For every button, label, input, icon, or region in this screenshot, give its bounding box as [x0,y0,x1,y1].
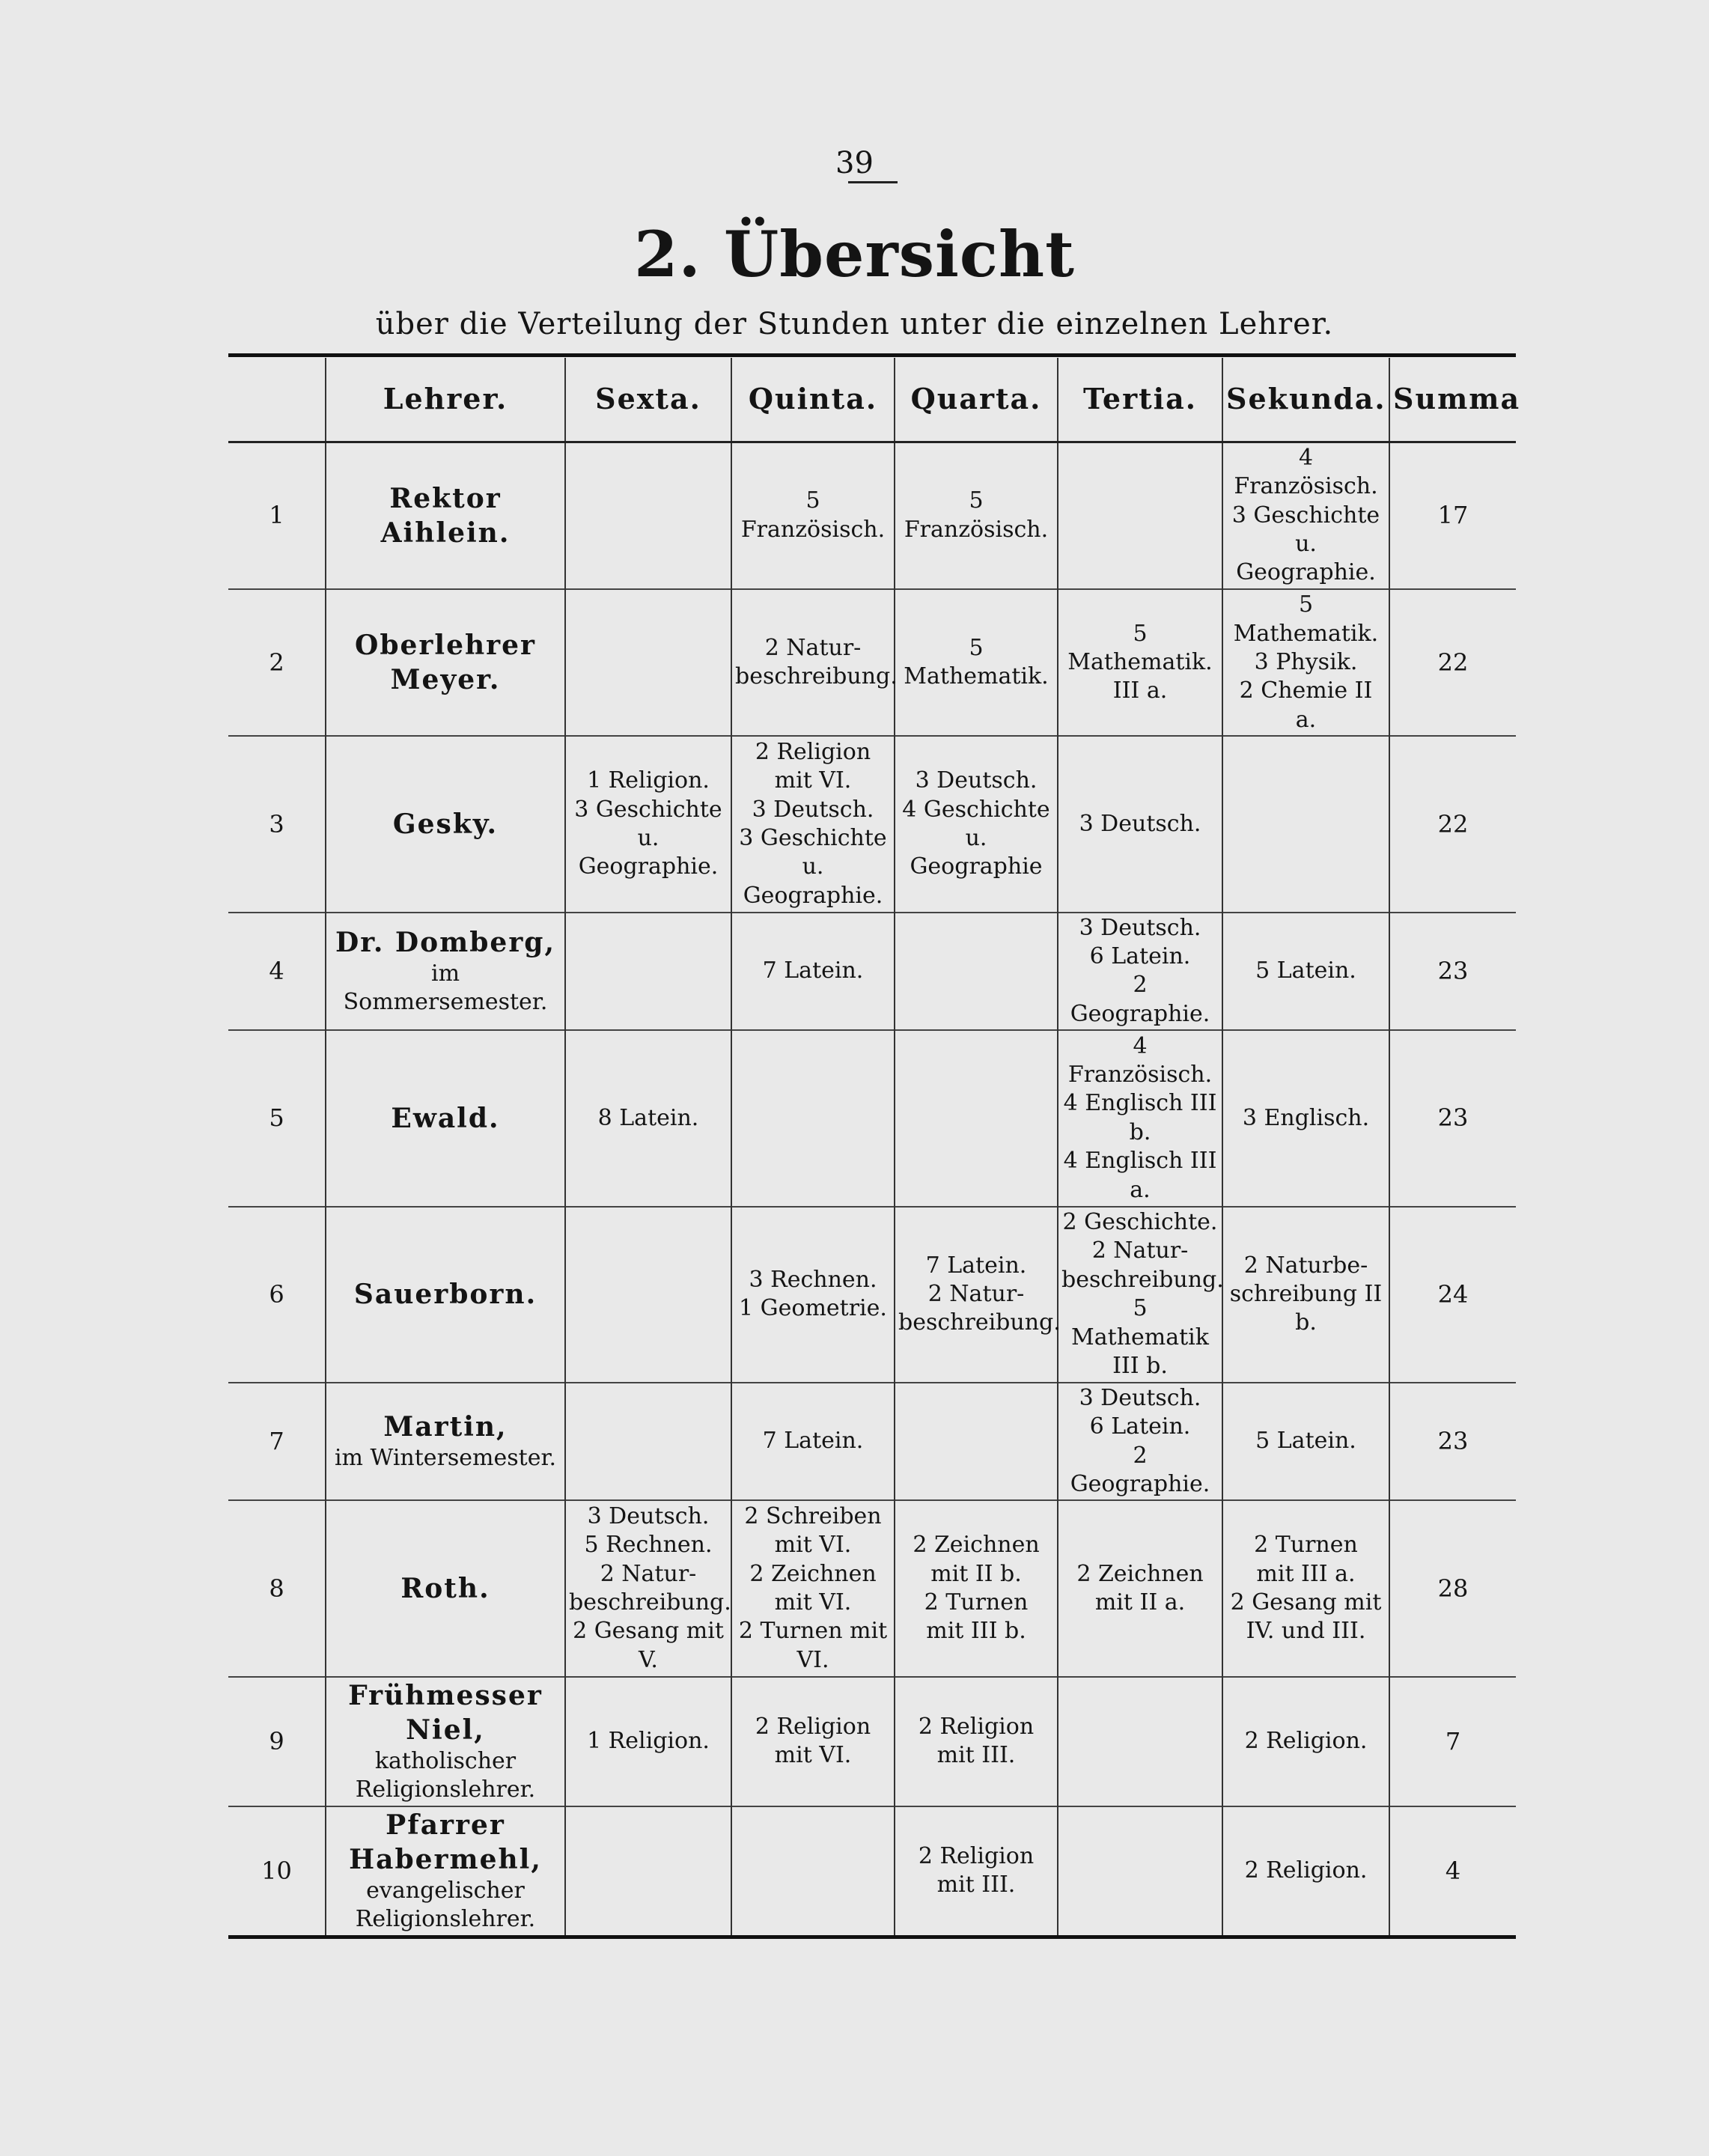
cell-quinta [731,1207,895,1383]
teacher-line: Martin, [383,1411,508,1443]
lesson-line: beschreibung. [569,1589,731,1616]
teacher-line: Aihlein. [380,517,511,549]
lesson-line: 2 Turnen [924,1589,1029,1616]
cell-sekunda [1222,1677,1389,1806]
cell-tertia [1058,1207,1222,1383]
row-number: 6 [269,1279,284,1309]
lesson-line: 5 Mathematik [1071,1295,1209,1350]
teacher-line: evangelischer [366,1878,525,1904]
cell-lehrer [326,442,565,589]
lesson-line: mit VI. [774,1532,852,1559]
lesson-line: 2 Natur- [927,1280,1025,1307]
lesson-line: 5 Französisch. [904,487,1049,543]
table-row [228,1030,1516,1206]
header-quinta: Quinta. [731,358,895,442]
lesson-line: 2 Religion. [1244,1728,1368,1755]
header-sekunda: Sekunda. [1222,358,1389,442]
table-top-rule [228,353,1516,357]
lesson-line: 2 Geographie. [1070,1442,1210,1497]
row-number: 1 [269,501,284,530]
page-number: 39 [835,146,874,180]
lesson-line: 4 Französisch. [1067,1032,1213,1088]
teacher-line: Dr. Domberg, [335,927,556,959]
row-summa: 23 [1389,1383,1516,1501]
lesson-line: 2 Zeichnen [749,1560,877,1587]
lesson-line: 3 Deutsch. [752,796,874,823]
lesson-line: mit II b. [930,1560,1022,1587]
lesson-line: 6 Latein. [1089,943,1191,970]
table-row [228,1677,1516,1806]
cell-sexta [565,736,731,912]
lesson-line: mit III a. [1256,1560,1356,1587]
lesson-line: Geographie. [743,882,883,909]
cell-quarta [895,1500,1058,1676]
lesson-line: 2 Gesang mit V. [573,1618,724,1673]
table-row [228,442,1516,589]
lesson-line: 3 Physik. [1254,648,1358,675]
table-row [228,1500,1516,1676]
cell-quinta [731,1500,895,1676]
row-summa: 28 [1389,1500,1516,1676]
lesson-line: 2 Natur- [764,634,862,661]
lesson-line: 3 Deutsch. [1079,810,1201,837]
lesson-line: 3 Deutsch. [1079,914,1201,941]
row-summa: 17 [1389,442,1516,589]
lesson-line: 2 Religion [918,1713,1035,1740]
cell-quarta [895,1677,1058,1806]
lesson-line: 1 Religion. [587,767,710,794]
cell-sekunda [1222,736,1389,912]
cell-quinta [731,1030,895,1206]
cell-tertia [1058,1806,1222,1935]
lesson-line: mit VI. [774,1742,852,1769]
teacher-line: im Wintersemester. [334,1445,557,1472]
lesson-line: 4 Englisch III b. [1063,1090,1217,1145]
lesson-line: 3 Geschichte u. [574,796,722,852]
lesson-line: 2 Natur- [600,1560,697,1587]
cell-lehrer [326,1677,565,1806]
lesson-line: 5 Französisch. [740,487,886,543]
table-row [228,1383,1516,1501]
teacher-line: Frühmesser [348,1679,543,1711]
row-number: 10 [261,1856,292,1885]
teacher-line: Roth. [400,1573,490,1604]
teacher-line: Rektor [389,482,502,514]
row-number: 7 [269,1427,284,1456]
cell-sexta [565,1806,731,1935]
header-sexta: Sexta. [565,358,731,442]
lesson-line: 4 Geschichte u. [902,796,1050,852]
cell-tertia [1058,913,1222,1031]
row-number: 2 [269,648,284,677]
cell-quinta [731,442,895,589]
row-number: 9 [269,1726,284,1755]
lesson-line: 7 Latein. [762,957,864,984]
cell-quinta [731,913,895,1031]
cell-sekunda [1222,1806,1389,1935]
lesson-line: Geographie. [1236,559,1376,586]
teacher-line: Gesky. [392,808,499,840]
teacher-line: Niel, [406,1714,485,1746]
row-summa: 22 [1389,589,1516,736]
lesson-line: 2 Geographie. [1070,972,1210,1027]
teacher-line: Habermehl, [349,1844,542,1876]
lesson-line: 1 Geometrie. [739,1295,887,1322]
lesson-line: mit III. [936,1742,1016,1769]
lesson-line: 7 Latein. [925,1252,1027,1279]
teacher-line: Ewald. [391,1102,500,1134]
lesson-line: 5 Mathematik. [1233,591,1379,647]
lesson-line: 3 Rechnen. [749,1266,877,1293]
table-row [228,1806,1516,1935]
lesson-line: 3 Geschichte u. [1231,502,1380,557]
lesson-line: mit III b. [926,1618,1026,1645]
lesson-line: mit II a. [1094,1589,1186,1616]
cell-quarta [895,1383,1058,1501]
cell-lehrer [326,736,565,912]
lesson-line: mit VI. [774,767,852,794]
lesson-line: 7 Latein. [762,1428,864,1455]
cell-quarta [895,1030,1058,1206]
lesson-line: 5 Latein. [1255,957,1356,984]
row-summa: 23 [1389,913,1516,1031]
lesson-line: 4 Französisch. [1234,444,1378,500]
lesson-line: 2 Chemie II a. [1239,677,1373,733]
lesson-line: III a. [1112,677,1168,704]
teacher-line: Pfarrer [386,1809,505,1841]
cell-lehrer [326,1207,565,1383]
cell-tertia [1058,1677,1222,1806]
cell-lehrer [326,1806,565,1935]
row-summa: 22 [1389,736,1516,912]
lesson-line: 5 Mathematik. [1067,620,1213,675]
cell-tertia [1058,736,1222,912]
cell-sekunda [1222,1500,1389,1676]
teacher-line: Religionslehrer. [355,1906,536,1933]
lesson-line: 8 Latein. [597,1104,699,1131]
lesson-line: 2 Turnen [1254,1532,1358,1559]
cell-lehrer [326,1383,565,1501]
row-summa: 4 [1389,1806,1516,1935]
lesson-line: 2 Turnen mit VI. [738,1618,888,1673]
lesson-line: 4 Englisch III a. [1063,1148,1217,1203]
lesson-line: mit III. [936,1872,1016,1898]
lesson-line: Geographie [910,853,1043,880]
table-row [228,1207,1516,1383]
cell-sexta [565,1500,731,1676]
table-header-row [228,358,1516,442]
lesson-line: beschreibung. [898,1309,1061,1336]
lesson-line: IV. und III. [1246,1618,1366,1645]
lesson-line: 2 Gesang mit [1230,1589,1382,1616]
lesson-line: 2 Religion [755,738,871,765]
header-tertia: Tertia. [1058,358,1222,442]
lesson-line: beschreibung. [735,663,898,690]
page-title: 2. Übersicht [634,217,1075,291]
teacher-line: Sauerborn. [353,1279,537,1311]
lesson-line: Geographie. [578,853,719,880]
cell-tertia [1058,1383,1222,1501]
lesson-line: 5 Rechnen. [584,1532,713,1559]
header-summa: Summa [1389,358,1516,442]
lesson-line: 2 Naturbe- [1243,1252,1368,1279]
lesson-line: 2 Zeichnen [1076,1560,1204,1587]
row-number: 5 [269,1103,284,1133]
row-summa: 23 [1389,1030,1516,1206]
cell-quarta [895,442,1058,589]
cell-quinta [731,1677,895,1806]
lesson-line: 3 Deutsch. [587,1502,710,1529]
cell-quinta [731,1383,895,1501]
lesson-line: 3 Deutsch. [915,767,1038,794]
lesson-line: 2 Religion [755,1713,871,1740]
cell-lehrer [326,589,565,736]
header-lehrer: Lehrer. [326,358,565,442]
page-subtitle: über die Verteilung der Stunden unter die einzelnen Lehrer. [375,307,1334,341]
table-body [228,442,1516,1935]
teacher-line: Meyer. [390,664,501,696]
cell-sexta [565,589,731,736]
cell-sekunda [1222,1030,1389,1206]
table-row [228,913,1516,1031]
lesson-line: 5 Latein. [1255,1428,1356,1455]
table-bottom-rule [228,1935,1516,1939]
lesson-line: 2 Schreiben [744,1502,882,1529]
cell-quinta [731,736,895,912]
page-number-underline [848,181,898,183]
cell-sexta [565,913,731,1031]
lesson-line: beschreibung. [1061,1266,1224,1293]
cell-lehrer [326,1030,565,1206]
cell-sekunda [1222,589,1389,736]
cell-quarta [895,589,1058,736]
cell-lehrer [326,1500,565,1676]
lesson-line: 2 Religion. [1244,1857,1368,1884]
row-summa: 7 [1389,1677,1516,1806]
cell-tertia [1058,1030,1222,1206]
lesson-line: mit VI. [774,1589,852,1616]
cell-tertia [1058,1500,1222,1676]
cell-sexta [565,1383,731,1501]
lesson-line: 3 Englisch. [1242,1104,1370,1131]
lesson-line: 5 Mathematik. [904,634,1049,690]
lesson-line: 2 Religion [918,1843,1035,1870]
cell-sexta [565,1677,731,1806]
cell-sekunda [1222,1207,1389,1383]
table-row [228,736,1516,912]
cell-tertia [1058,442,1222,589]
header-quarta: Quarta. [895,358,1058,442]
lesson-line: 6 Latein. [1089,1413,1191,1440]
distribution-table-container [228,358,1521,1935]
cell-quarta [895,1207,1061,1383]
cell-sekunda [1222,913,1389,1031]
lesson-line: III b. [1112,1352,1168,1379]
teacher-line: katholischer [374,1747,517,1774]
lesson-line: 2 Natur- [1091,1237,1189,1264]
table-row [228,589,1516,736]
teacher-line: Oberlehrer [355,630,536,662]
lesson-line: 2 Geschichte. [1062,1209,1218,1236]
teacher-line: im Sommersemester. [343,960,548,1016]
cell-quarta [895,736,1058,912]
lesson-line: 1 Religion. [587,1728,710,1755]
lesson-line: schreibung II b. [1229,1280,1383,1336]
row-number: 3 [269,809,284,838]
cell-quarta [895,1806,1058,1935]
cell-quinta [731,1806,895,1935]
cell-quinta [731,589,898,736]
cell-sexta [565,442,731,589]
distribution-table [228,358,1521,1935]
cell-lehrer [326,913,565,1031]
lesson-line: 2 Zeichnen [913,1532,1040,1559]
cell-sexta [565,1207,731,1383]
row-summa: 24 [1389,1207,1516,1383]
lesson-line: 3 Geschichte u. [739,825,887,880]
cell-quarta [895,913,1058,1031]
teacher-line: Religionslehrer. [355,1776,536,1803]
cell-sekunda [1222,442,1389,589]
header-nr [228,358,326,442]
cell-tertia [1058,589,1222,736]
row-number: 8 [269,1574,284,1603]
lesson-line: 3 Deutsch. [1079,1384,1201,1411]
cell-sexta [565,1030,731,1206]
cell-sekunda [1222,1383,1389,1501]
row-number: 4 [269,956,284,985]
